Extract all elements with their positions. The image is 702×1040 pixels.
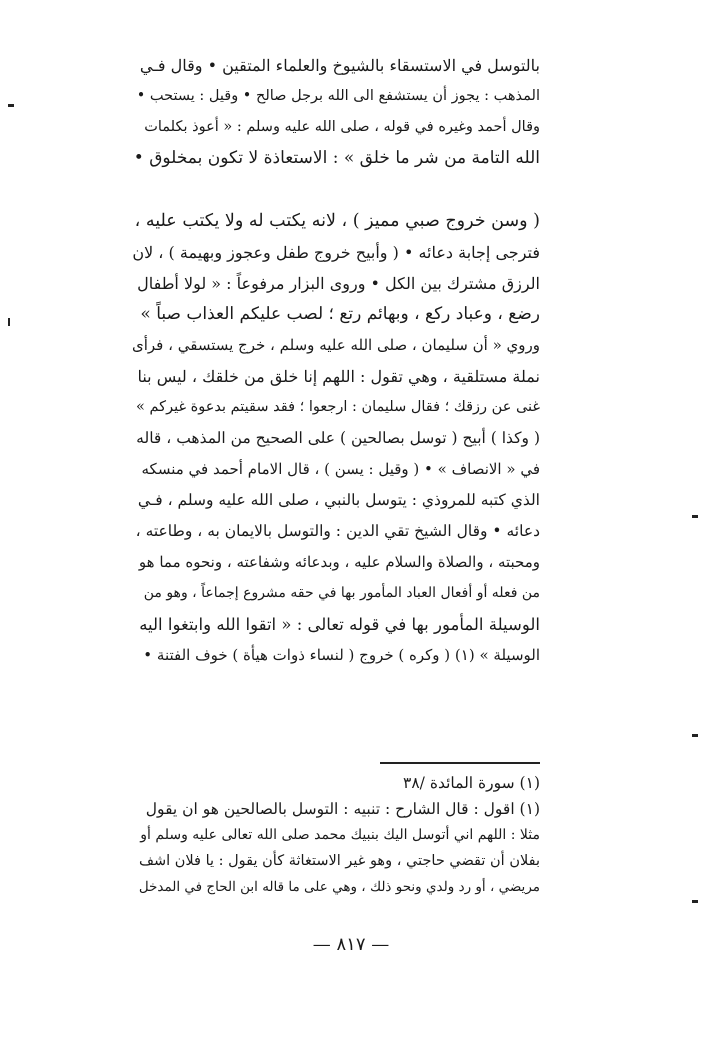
text-line: الوسيلة » (١) ( وكره ) خروج ( لنساء ذوات هيأة ) خوف الفتنة • <box>143 646 540 664</box>
text-line: في « الانصاف » • ( وقيل : يسن ) ، قال الامام أحمد في منسكه <box>141 460 540 478</box>
binding-mark <box>692 900 698 903</box>
paragraph-1 <box>132 50 540 174</box>
footnote-divider <box>380 762 540 764</box>
binding-mark <box>8 318 10 326</box>
footnote-line: (١) سورة المائدة /٣٨ <box>403 774 540 792</box>
text-line: الله التامة من شر ما خلق » : الاستعاذة لا تكون بمخلوق • <box>133 148 540 168</box>
text-line: ومحبته ، والصلاة والسلام عليه ، وبدعائه وشفاعته ، ونحوه مما هو <box>138 553 540 571</box>
footnote-line: بفلان أن تقضي حاجتي ، وهو غير الاستغاثة كأن يقول : يا فلان اشف <box>138 853 540 869</box>
text-line: فترجى إجابة دعائه • ( وأبيح خروج طفل وعجوز وبهيمة ) ، لان <box>132 243 540 262</box>
binding-mark <box>692 515 698 518</box>
text-line: غنى عن رزقك ؛ فقال سليمان : ارجعوا ؛ فقد سقيتم بدعوة غيركم » <box>136 399 540 415</box>
text-line: رضع ، وعباد ركع ، وبهائم رتع ؛ لصب عليكم العذاب صباً » <box>140 304 540 324</box>
text-line: الذي كتبه للمروذي : يتوسل بالنبي ، صلى الله عليه وسلم ، فـي <box>137 491 540 509</box>
text-line: الوسيلة المأمور بها في قوله تعالى : « اتقوا الله وابتغوا اليه <box>139 615 540 634</box>
text-line: نملة مستلقية ، وهي تقول : اللهم إنا خلق من خلقك ، ليس بنا <box>137 367 540 386</box>
text-line: الرزق مشترك بين الكل • وروى البزار مرفوعاً : « لولا أطفال <box>137 274 540 293</box>
text-line: ( وكذا ) أبيح ( توسل بصالحين ) على الصحيح من المذهب ، قاله <box>136 429 540 447</box>
text-line: من فعله أو أفعال العباد المأمور بها في حقه مشروع إجماعاً ، وهو من <box>143 585 540 601</box>
text-line: وقال أحمد وغيره في قوله ، صلى الله عليه وسلم : « أعوذ بكلمات <box>144 119 540 135</box>
text-line: وروي « أن سليمان ، صلى الله عليه وسلم ، خرج يستسقي ، فرأى <box>132 336 540 354</box>
text-line: المذهب : يجوز أن يستشفع الى الله برجل صالح • وقيل : يستحب • <box>136 88 540 104</box>
footnotes <box>132 770 540 900</box>
text-line: دعائه • وقال الشيخ تقي الدين : والتوسل بالايمان به ، وطاعته ، <box>135 522 540 540</box>
page-number: — ٨١٧ — <box>312 934 390 955</box>
paragraph-2 <box>132 206 540 671</box>
footnote-line: (١) اقول : قال الشارح : تنبيه : التوسل بالصالحين هو ان يقول <box>145 800 540 818</box>
binding-mark <box>692 734 698 737</box>
footnote-line: مثلا : اللهم اني أتوسل اليك بنبيك محمد صلى الله تعالى عليه وسلم أو <box>140 827 540 843</box>
footnote-line: مريضي ، أو رد ولدي ونحو ذلك ، وهي على ما قاله ابن الحاج في المدخل <box>138 879 540 895</box>
text-line: بالتوسل في الاستسقاء بالشيوخ والعلماء المتقين • وقال فـي <box>139 56 540 75</box>
text-line: ( وسن خروج صبي مميز ) ، لانه يكتب له ولا يكتب عليه ، <box>134 211 540 231</box>
binding-mark <box>8 104 14 107</box>
